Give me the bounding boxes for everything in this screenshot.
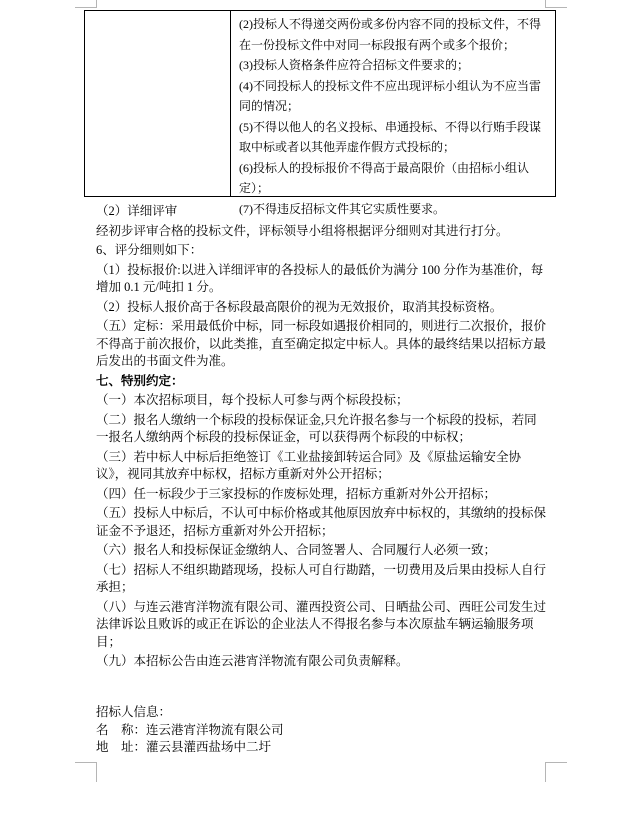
- page-margin-mark-bottom-left: [75, 762, 97, 782]
- page-margin-mark-top-left: [75, 0, 97, 8]
- special-term-item: （三）若中标人中标后拒绝签订《工业盐接卸转运合同》及《原盐运输安全协议》，视同其放弃中标权，招标方重新对外公开招标；: [96, 449, 522, 481]
- bidder-info-heading: 招标人信息：: [96, 705, 172, 719]
- special-term-item: （五）投标人中标后，不认可中标价格或其他原因放弃中标权的，其缴纳的投标保证金不予退还，招标方重新对外公开招标；: [96, 506, 547, 538]
- document-body: [96, 203, 548, 673]
- bidder-name-line: [96, 722, 548, 740]
- page-margin-mark-top-right: [545, 0, 567, 8]
- criteria-item: (7)不得违反招标文件其它实质性要求。: [239, 201, 445, 216]
- criteria-list: [231, 11, 555, 216]
- criteria-table-empty-cell: [85, 11, 231, 197]
- criteria-item: (4)不同投标人的投标文件不应出现评标小组认为不应当雷同的情况；: [239, 78, 541, 113]
- special-term-item: （六）报名人和投标保证金缴纳人、合同签署人、合同履行人必须一致；: [96, 543, 497, 557]
- special-term-item: （四）任一标段少于三家投标的作废标处理，招标方重新对外公开招标；: [96, 486, 497, 501]
- scoring-rules-heading: 6、评分细则如下：: [96, 243, 203, 257]
- body-paragraph: （1）投标报价:以进入详细评审的各投标人的最低价为满分 100 分作为基准价，每增加 0.1 元/吨扣 1 分。: [96, 262, 544, 294]
- special-term-item: （二）报名人缴纳一个标段的投标保证金,只允许报名参与一个标段的投标，若同一报名人缴纳两个标段的投标保证金，可以获得两个标段的中标权；: [96, 412, 537, 444]
- bidder-address-value: 灌云县灌西盐场中二圩: [146, 740, 272, 754]
- criteria-table-content-cell: [231, 11, 556, 216]
- body-paragraph: （五）定标：采用最低价中标，同一标段如遇报价相同的，则进行二次报价，报价不得高于前次报价，以此类推，直至确定拟定中标人。具体的最终结果以招标方最后发出的书面文件为准。: [96, 319, 547, 368]
- special-term-item: （一）本次招标项目，每个投标人可参与两个标段投标；: [96, 393, 409, 407]
- bidder-info-block: [96, 704, 548, 757]
- criteria-table-empty-cell-content: [85, 11, 230, 196]
- bidder-address-label: 地 址：: [96, 740, 147, 754]
- criteria-item: (3)投标人资格条件应符合招标文件要求的；: [239, 58, 469, 72]
- special-term-item: （九）本招标公告由连云港宵洋物流有限公司负责解释。: [96, 654, 409, 668]
- bidder-name-value: 连云港宵洋物流有限公司: [146, 722, 284, 737]
- page-margin-mark-bottom-right: [545, 762, 567, 782]
- criteria-item: (6)投标人的投标报价不得高于最高限价（由招标小组认定）；: [239, 160, 529, 195]
- criteria-item: (2)投标人不得递交两份或多份内容不同的投标文件，不得在一份投标文件中对同一标段报有两个或多个报价；: [239, 17, 541, 52]
- special-terms-heading: 七、特别约定：: [96, 373, 184, 388]
- bidder-name-label: 名 称：: [96, 722, 147, 737]
- detailed-review-heading: （2）详细评审: [96, 204, 178, 218]
- special-term-item: （七）招标人不组织勘踏现场，投标人可自行勘踏，一切费用及后果由投标人自行承担；: [96, 562, 547, 594]
- criteria-item: (5)不得以他人的名义投标、串通投标、不得以行贿手段谋取中标或者以其他弄虚作假方式投标的；: [239, 119, 541, 154]
- body-paragraph: 经初步评审合格的投标文件，评标领导小组将根据评分细则对其进行打分。: [96, 223, 509, 238]
- body-paragraph: （2）投标人报价高于各标段最高限价的视为无效报价，取消其投标资格。: [96, 299, 503, 314]
- criteria-table-row: [85, 11, 556, 197]
- bidder-address-line: [96, 739, 548, 757]
- special-term-item: （八）与连云港宵洋物流有限公司、灌西投资公司、日晒盐公司、西旺公司发生过法律诉讼且败诉的或正在诉讼的企业法人不得报名参与本次原盐车辆运输服务项目；: [96, 599, 547, 649]
